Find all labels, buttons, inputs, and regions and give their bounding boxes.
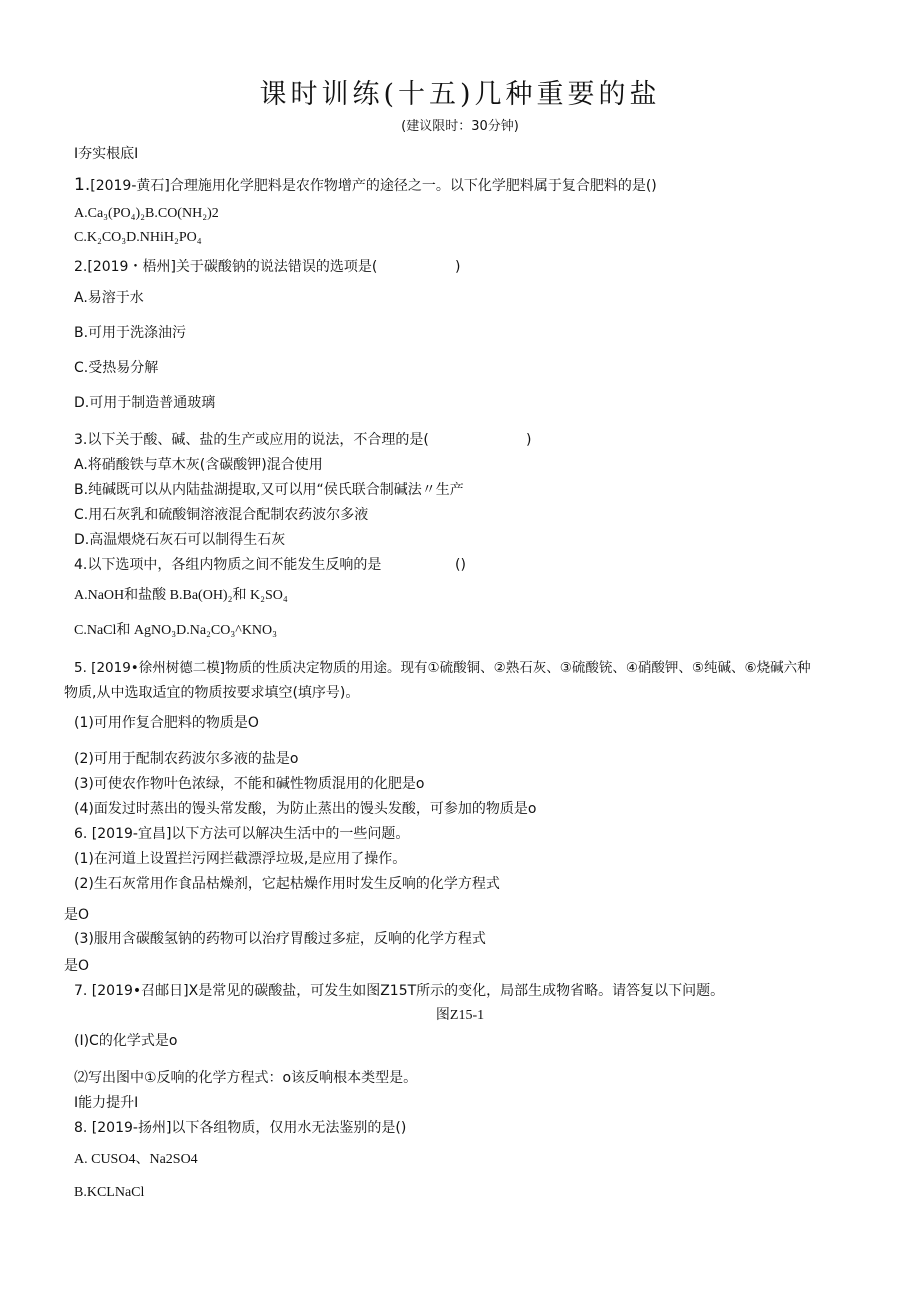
question-7-stem: 7. [2019•召邮日]X是常见的碳酸盐，可发生如图Z15T所示的变化，局部生成物省略。请答复以下问题。 [74,983,725,999]
question-6-sub-3: (3)服用含碳酸氢钠的药物可以治疗胃酸过多症，反响的化学方程式 [74,931,486,947]
question-8-option-b: B.KCLNaCl [74,1185,145,1200]
question-7-sub-2: ⑵写出图中①反响的化学方程式：o该反响根本类型是。 [74,1070,418,1086]
question-2-answer-paren: ) [455,259,461,275]
figure-caption: 图Z15-1 [435,1008,485,1023]
question-6-sub-3-answer: 是O [64,958,90,974]
question-3-option-a: A.将硝酸铁与草木灰(含碳酸钾)混合使用 [74,457,323,473]
page-subtitle: (建议限时：30分钟) [401,119,519,134]
question-2-stem: 2.[2019・梧州]关于碳酸钠的说法错误的选项是( [74,259,378,275]
question-6-sub-2: (2)生石灰常用作食品枯燥剂，它起枯燥作用时发生反响的化学方程式 [74,876,500,892]
question-1-options-cd: C.K₂CO₃D.NHiH₂PO₄ [74,230,202,245]
question-6-sub-2-answer: 是O [64,907,90,923]
question-3-option-b: B.纯碱既可以从内陆盐湖提取,又可以用“侯氏联合制碱法〃生产 [74,482,464,498]
question-2-option-a: A.易溶于水 [74,290,144,306]
question-2-option-c: C.受热易分解 [74,360,159,376]
question-5-stem-line-1: 5. [2019•徐州树德二模]物质的性质决定物质的用途。现有①硫酸铜、②熟石灰、③硫酸铳、④硝酸钾、⑤纯碱、⑥烧碱六种 [74,660,811,676]
question-5-sub-1: (1)可用作复合肥料的物质是O [74,715,259,731]
question-3-option-d: D.高温煨烧石灰石可以制得生石灰 [74,532,286,548]
question-2-option-b: B.可用于洗涤油污 [74,325,187,341]
question-5-sub-2: (2)可用于配制农药波尔多液的盐是o [74,751,299,767]
question-3-option-c: C.用石灰乳和硫酸铜溶液混合配制农药波尔多液 [74,507,369,523]
question-4-answer-paren: () [455,557,466,573]
page-title: 课时训练(十五)几种重要的盐 [259,79,661,110]
question-1-options-ab: A.Ca₃(PO₄)₂B.CO(NH₂)2 [74,206,219,221]
question-2-option-d: D.可用于制造普通玻璃 [74,395,216,411]
question-1-stem: [2019-黄石]合理施用化学肥料是农作物增产的途径之一。以下化学肥料属于复合肥料的是() [90,178,657,194]
question-1 [74,176,657,195]
question-7-sub-1: (I)C的化学式是o [74,1033,178,1049]
section-heading-advanced: I能力提升I [74,1095,139,1111]
question-4-options-cd: C.NaCl和 AgNO₃D.Na₂CO₃^KNO₃ [74,623,278,638]
question-8-stem: 8. [2019-扬州]以下各组物质，仅用水无法鉴别的是() [74,1120,407,1136]
question-5-sub-3: (3)可使农作物叶色浓绿，不能和碱性物质混用的化肥是o [74,776,425,792]
question-6-stem: 6. [2019-宜昌]以下方法可以解决生活中的一些问题。 [74,826,410,842]
question-6-sub-1: (1)在河道上设置拦污网拦截漂浮垃圾,是应用了操作。 [74,851,407,867]
question-3-stem: 3.以下关于酸、碱、盐的生产或应用的说法，不合理的是( [74,432,429,448]
question-5-sub-4: (4)面发过时蒸出的馒头常发酸，为防止蒸出的馒头发酸，可参加的物质是o [74,801,537,817]
question-5-stem-line-2: 物质,从中选取适宜的物质按要求填空(填序号)。 [64,685,360,701]
question-4-stem: 4.以下选项中，各组内物质之间不能发生反响的是 [74,557,382,573]
question-4-options-ab: A.NaOH和盐酸 B.Ba(OH)₂和 K₂SO₄ [74,588,288,603]
question-3-answer-paren: ) [526,432,532,448]
section-heading-basic: I夯实根底I [74,146,139,162]
question-1-number: 1. [74,175,91,195]
question-8-option-a: A. CUSO4、Na2SO4 [74,1152,198,1167]
